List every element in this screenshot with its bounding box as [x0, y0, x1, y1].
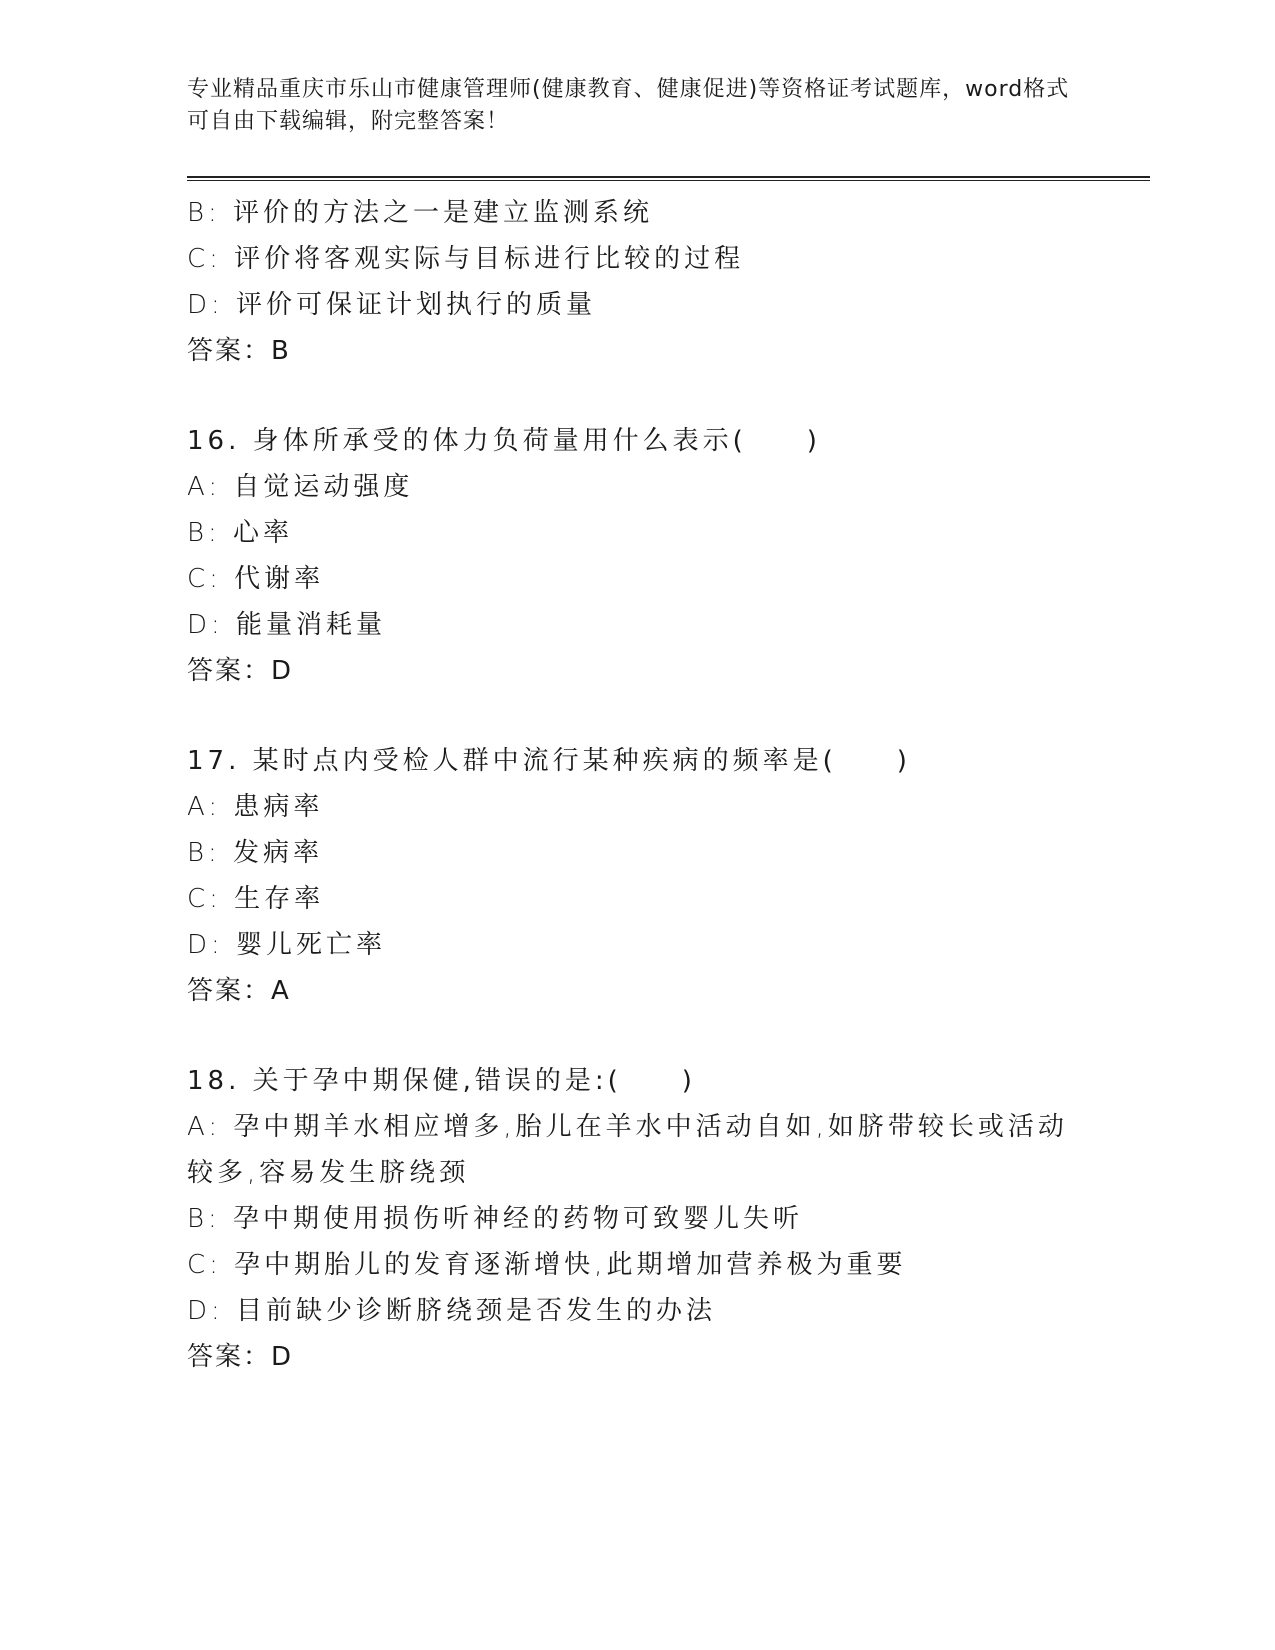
option-d: D: 目前缺少诊断脐绕颈是否发生的办法: [187, 1296, 717, 1326]
question-gap: [187, 374, 1087, 418]
question-gap: [187, 1014, 1087, 1058]
option-c: C: 生存率: [187, 884, 325, 914]
document-header: 专业精品重庆市乐山市健康管理师(健康教育、健康促进)等资格证考试题库，word格式可自由下载编辑，附完整答案！: [187, 77, 1070, 134]
option-c: C: 孕中期胎儿的发育逐渐增快,此期增加营养极为重要: [187, 1250, 907, 1280]
option-a: A: 孕中期羊水相应增多,胎儿在羊水中活动自如,如脐带较长或活动较多,容易发生脐绕颈: [187, 1112, 1068, 1188]
option-c: C: 评价将客观实际与目标进行比较的过程: [187, 244, 745, 274]
option-a: A: 患病率: [187, 792, 324, 822]
answer-line: 答案：A: [187, 976, 291, 1006]
question-18: [187, 1058, 1087, 1380]
header-divider: [187, 176, 1150, 181]
carryover-question: [187, 190, 1087, 374]
question-stem: 18. 关于孕中期保健,错误的是:( ): [187, 1066, 696, 1096]
option-c: C: 代谢率: [187, 564, 325, 594]
question-gap: [187, 694, 1087, 738]
option-b: B: 孕中期使用损伤听神经的药物可致婴儿失听: [187, 1204, 804, 1234]
question-content: [187, 190, 1087, 1380]
option-b: B: 评价的方法之一是建立监测系统: [187, 198, 654, 228]
option-b: B: 心率: [187, 518, 294, 548]
question-16: [187, 418, 1087, 694]
option-b: B: 发病率: [187, 838, 324, 868]
option-d: D: 能量消耗量: [187, 610, 387, 640]
option-a: A: 自觉运动强度: [187, 472, 414, 502]
question-17: [187, 738, 1087, 1014]
option-d: D: 评价可保证计划执行的质量: [187, 290, 597, 320]
answer-line: 答案：D: [187, 656, 294, 686]
answer-line: 答案：B: [187, 336, 291, 366]
question-stem: 17. 某时点内受检人群中流行某种疾病的频率是( ): [187, 746, 911, 776]
option-d: D: 婴儿死亡率: [187, 930, 387, 960]
answer-line: 答案：D: [187, 1342, 294, 1372]
question-stem: 16. 身体所承受的体力负荷量用什么表示( ): [187, 426, 821, 456]
